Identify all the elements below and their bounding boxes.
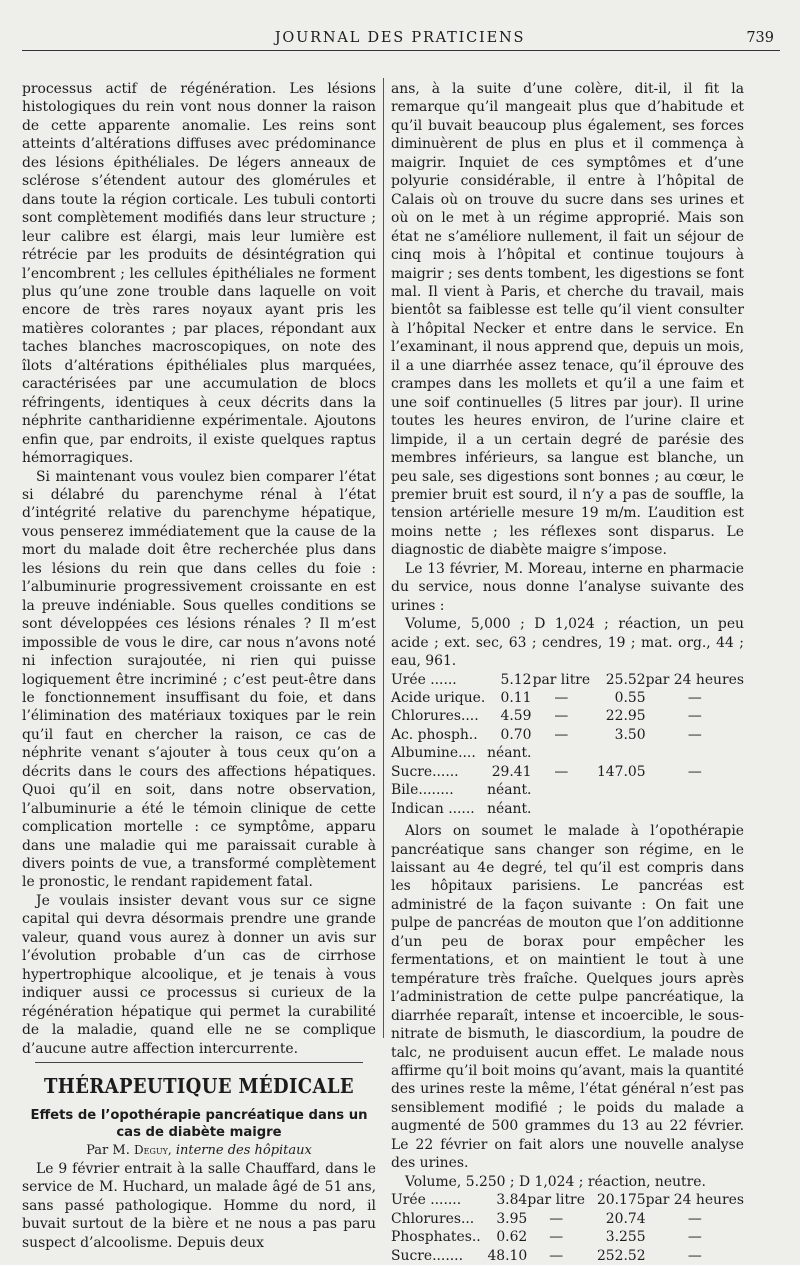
table-cell-per-day bbox=[591, 744, 645, 762]
table-cell-unit: — bbox=[554, 689, 569, 706]
table-cell-per-liter: 0.70 bbox=[500, 726, 532, 743]
table-cell-per-liter: 0.62 bbox=[496, 1229, 528, 1246]
table-row bbox=[391, 800, 744, 818]
table-row bbox=[391, 1228, 744, 1246]
table-cell-name: Bile........ bbox=[391, 782, 454, 799]
table-cell-suffix: — bbox=[687, 1229, 702, 1246]
table-cell-per-liter: néant. bbox=[487, 782, 532, 799]
table-cell-name: Sucre...... bbox=[391, 763, 459, 780]
table-row bbox=[391, 1210, 744, 1228]
table-cell-per-day: 3.255 bbox=[605, 1229, 646, 1246]
table-cell-per-liter: 0.11 bbox=[500, 689, 532, 706]
table-cell-per-liter: 3.95 bbox=[496, 1210, 528, 1227]
table-cell-suffix: — bbox=[687, 1247, 702, 1264]
section-rule bbox=[35, 1062, 363, 1063]
paragraph: Si maintenant vous voulez bien comparer l’état si délabré du parenchyme rénal à l’état d’intégrité relative du parenchyme hépatique, vous penserez immédiatement que la cause de la mort du malade doit être recherchée plus dans les lésions du rein que dans celles du foie : l’albuminurie progressivement croissante en est la preuve indéniable. Sous quelles conditions se sont développées ces lésions rénales ? Il m’est impossible de vous le dire, car nous n’avons noté ni infection surajoutée, ni rien qui puisse logiquement être incriminé ; c’est peut-être dans le fonctionnement insuffisant du foie, et dans l’élimination des matériaux toxiques par le rein qu’il faut en chercher la raison, ce cas de néphrite venant s’ajouter à tous ceux qu’on a décrits dans le cours des affections hépatiques. Quoi qu’il en soit, dans notre observation, l’albuminurie a été le témoin clinique de cette complication mortelle : ce symptôme, apparu dans une maladie qui me paraissait curable à divers points de vue, a transformé complètement le pronostic, le rendant rapidement fatal. bbox=[22, 468, 376, 891]
table-cell-per-day: 0.55 bbox=[614, 689, 646, 706]
table-cell-unit: — bbox=[549, 1247, 564, 1264]
page-header bbox=[22, 26, 778, 56]
right-column bbox=[391, 80, 744, 1265]
byline-author: Deguy, bbox=[133, 1143, 172, 1158]
table-cell-suffix bbox=[646, 744, 744, 762]
table-cell-unit bbox=[531, 800, 591, 818]
paragraph: processus actif de régénération. Les lésions histologiques du rein vont nous donner la raison de cette apparente anomalie. Les reins sont atteints d’altérations diffuses avec prédominance des lésions épithéliales. De légers anneaux de sclérose s’étendent autour des glomérules et dans toute la région corticale. Les tubuli contorti sont complètement modifiés dans leur structure ; leur calibre est élargi, mais leur lumière est rétrécie par les produits de désintégration qui l’encombrent ; les cellules épithéliales ne forment plus qu’une zone trouble dans laquelle on voit encore de très rares noyaux ayant pris les matières colorantes ; par places, répondant aux taches blanches macroscopiques, on note des îlots d’altérations épithéliales plus marquées, caractérisées par une accumulation de blocs réfringents, identiques à ceux décrits dans la néphrite cantharidienne expérimentale. Ajoutons enfin que, par endroits, il existe quelques raptus hémorragiques. bbox=[22, 81, 376, 467]
table-cell-name: Urée ....... bbox=[391, 1192, 462, 1209]
table-cell-unit: — bbox=[554, 763, 569, 780]
table-cell-unit: — bbox=[549, 1229, 564, 1246]
table-cell-per-liter: néant. bbox=[487, 800, 532, 817]
table-cell-per-day: 147.05 bbox=[596, 763, 646, 780]
table-cell-per-day: 22.95 bbox=[605, 708, 646, 725]
table-cell-suffix bbox=[646, 800, 744, 818]
table-cell-suffix: — bbox=[687, 1210, 702, 1227]
table-cell-suffix: — bbox=[687, 763, 702, 780]
byline-prefix: Par M. bbox=[86, 1143, 130, 1159]
table-cell-name: Chlorures... bbox=[391, 1210, 475, 1227]
table-cell-unit: — bbox=[549, 1210, 564, 1227]
table-cell-suffix: — bbox=[687, 726, 702, 743]
table-cell-per-liter: 29.41 bbox=[491, 763, 532, 780]
paragraph: Alors on soumet le malade à l’opothérapie pancréatique sans changer son régime, en le laissant au 4e degré, tel qu’il est compris dans les hôpitaux parisiens. Le pancréas est administré de la façon suivante : On fait une pulpe de pancréas de mouton que l’on additionne d’un peu de borax pour empêcher les fermentations, et on maintient le tout à une température très fraîche. Quelques jours après l’administration de cette pulpe pancréatique, la diarrhée reparaît, intense et incoercible, le sous-nitrate de bismuth, le diascordium, la poudre de talc, ne produisent aucun effet. Le malade nous affirme qu’il boit moins qu’avant, mais la quantité des urines reste la même, l’état général n’est pas sensiblement modifié ; le poids du malade a augmenté de 500 grammes du 13 au 22 février. Le 22 février on fait alors une nouvelle analyse des urines. bbox=[391, 823, 744, 1172]
table-cell-per-day bbox=[591, 800, 645, 818]
table-cell-unit: par litre bbox=[532, 671, 591, 688]
table-cell-per-day: 20.74 bbox=[605, 1210, 646, 1227]
table-cell-name: Acide urique. bbox=[391, 689, 486, 706]
table-cell-name: Chlorures.... bbox=[391, 708, 479, 725]
table-cell-per-liter: néant. bbox=[487, 745, 532, 762]
table-cell-name: Phosphates.. bbox=[391, 1229, 481, 1246]
table-cell-name: Sucre....... bbox=[391, 1247, 464, 1264]
table-row bbox=[391, 689, 744, 707]
byline-role: interne des hôpitaux bbox=[175, 1143, 312, 1159]
table-cell-per-day: 252.52 bbox=[596, 1247, 646, 1264]
table-cell-unit bbox=[531, 781, 591, 799]
table-cell-suffix bbox=[646, 781, 744, 799]
table-cell-name: Ac. phosph.. bbox=[391, 726, 478, 743]
paragraph: Le 13 février, M. Moreau, interne en pharmacie du service, nous donne l’analyse suivante des urines : bbox=[391, 560, 744, 614]
table-cell-name: Albumine.... bbox=[391, 745, 476, 762]
paragraph: Je voulais insister devant vous sur ce signe capital qui devra désormais prendre une grande valeur, quand vous aurez à donner un avis sur l’évolution probable d’un cas de cirrhose hypertrophique alcoolique, et je tenais à vous indiquer aussi ce processus si curieux de la régénération hépatique qui permet la curabilité de la maladie, quand elle ne se complique d’aucune autre affection intercurrente. bbox=[22, 892, 376, 1057]
urine-analysis-table-1 bbox=[391, 671, 744, 819]
table-cell-per-day: 25.52 bbox=[605, 671, 646, 688]
table-cell-per-day: 20.175 bbox=[596, 1192, 646, 1209]
table-cell-per-liter: 4.59 bbox=[500, 708, 532, 725]
table-cell-suffix: — bbox=[687, 708, 702, 725]
page-number: 739 bbox=[746, 30, 774, 46]
table-row bbox=[391, 781, 744, 799]
table-cell-unit bbox=[531, 744, 591, 762]
paragraph: ans, à la suite d’une colère, dit-il, il fit la remarque qu’il mangeait plus que d’habitude et qu’il buvait beaucoup plus également, ses forces diminuèrent de plus en plus et il commença à maigrir. Inquiet de ces symptômes et d’une polyurie considérable, il entre à l’hôpital de Calais où on trouve du sucre dans ses urines et où on le met à un régime approprié. Mais son état ne s’améliore nullement, il fait un séjour de cinq mois à l’hôpital et continue toujours à maigrir ; ses dents tombent, les digestions se font mal. Il vient à Paris, et cherche du travail, mais bientôt sa faiblesse est telle qu’il vient consulter à l’hôpital Necker et entre dans le service. En l’examinant, il nous apprend que, depuis un mois, il a une diarrhée assez tenace, qu’il éprouve des crampes dans les mollets et qu’il a une faim et une soif continuelles (5 litres par jour). Il urine toutes les heures environ, de l’urine claire et limpide, il a un certain degré de parésie des membres inférieurs, sa langue est blanche, un peu sale, ses digestions sont bonnes ; au cœur, le premier bruit est sourd, il n’y a pas de souffle, la tension artérielle mesure 19 m/m. L’audition est moins nette ; les réflexes sont disparus. Le diagnostic de diabète maigre s’impose. bbox=[391, 81, 744, 559]
header-rule bbox=[22, 50, 780, 51]
table-cell-per-day bbox=[591, 781, 645, 799]
paragraph: Le 9 février entrait à la salle Chauffard, dans le service de M. Huchard, un malade âgé de 51 ans, sans passé pathologique. Homme du nord, il buvait surtout de la bière et ne nous a pas paru suspect d’alcoolisme. Depuis deux bbox=[22, 1161, 376, 1251]
table-row bbox=[391, 763, 744, 781]
table-cell-name: Indican ...... bbox=[391, 800, 475, 817]
table-cell-unit: — bbox=[554, 726, 569, 743]
left-column bbox=[22, 80, 376, 1252]
analysis-intro: Volume, 5,000 ; D 1,024 ; réaction, un peu acide ; ext. sec, 63 ; cendres, 19 ; mat. org., 44 ; eau, 961. bbox=[391, 616, 744, 670]
table-row bbox=[391, 744, 744, 762]
analysis-intro: Volume, 5.250 ; D 1,024 ; réaction, neutre. bbox=[405, 1173, 706, 1190]
table-cell-suffix: — bbox=[687, 689, 702, 706]
table-row bbox=[391, 1191, 744, 1209]
table-cell-suffix: par 24 heures bbox=[645, 671, 744, 688]
table-row bbox=[391, 726, 744, 744]
table-cell-suffix: par 24 heures bbox=[645, 1192, 744, 1209]
table-cell-per-liter: 5.12 bbox=[500, 671, 532, 688]
table-cell-per-liter: 3.84 bbox=[496, 1192, 528, 1209]
urine-analysis-table-2 bbox=[391, 1191, 744, 1265]
article-title: Effets de l’opothérapie pancréatique dans un cas de diabète maigre bbox=[30, 1108, 368, 1141]
column-divider bbox=[383, 78, 384, 1038]
journal-title: JOURNAL DES PRATICIENS bbox=[274, 30, 526, 46]
table-cell-unit: par litre bbox=[527, 1192, 585, 1209]
table-cell-per-day: 3.50 bbox=[614, 726, 646, 743]
table-cell-name: Urée ...... bbox=[391, 671, 457, 688]
section-title: THÉRAPEUTIQUE MÉDICALE bbox=[44, 1074, 354, 1099]
byline bbox=[22, 1141, 376, 1160]
table-row bbox=[391, 1247, 744, 1265]
table-row bbox=[391, 707, 744, 725]
table-cell-unit: — bbox=[554, 708, 569, 725]
table-cell-per-liter: 48.10 bbox=[487, 1247, 528, 1264]
table-row bbox=[391, 671, 744, 689]
